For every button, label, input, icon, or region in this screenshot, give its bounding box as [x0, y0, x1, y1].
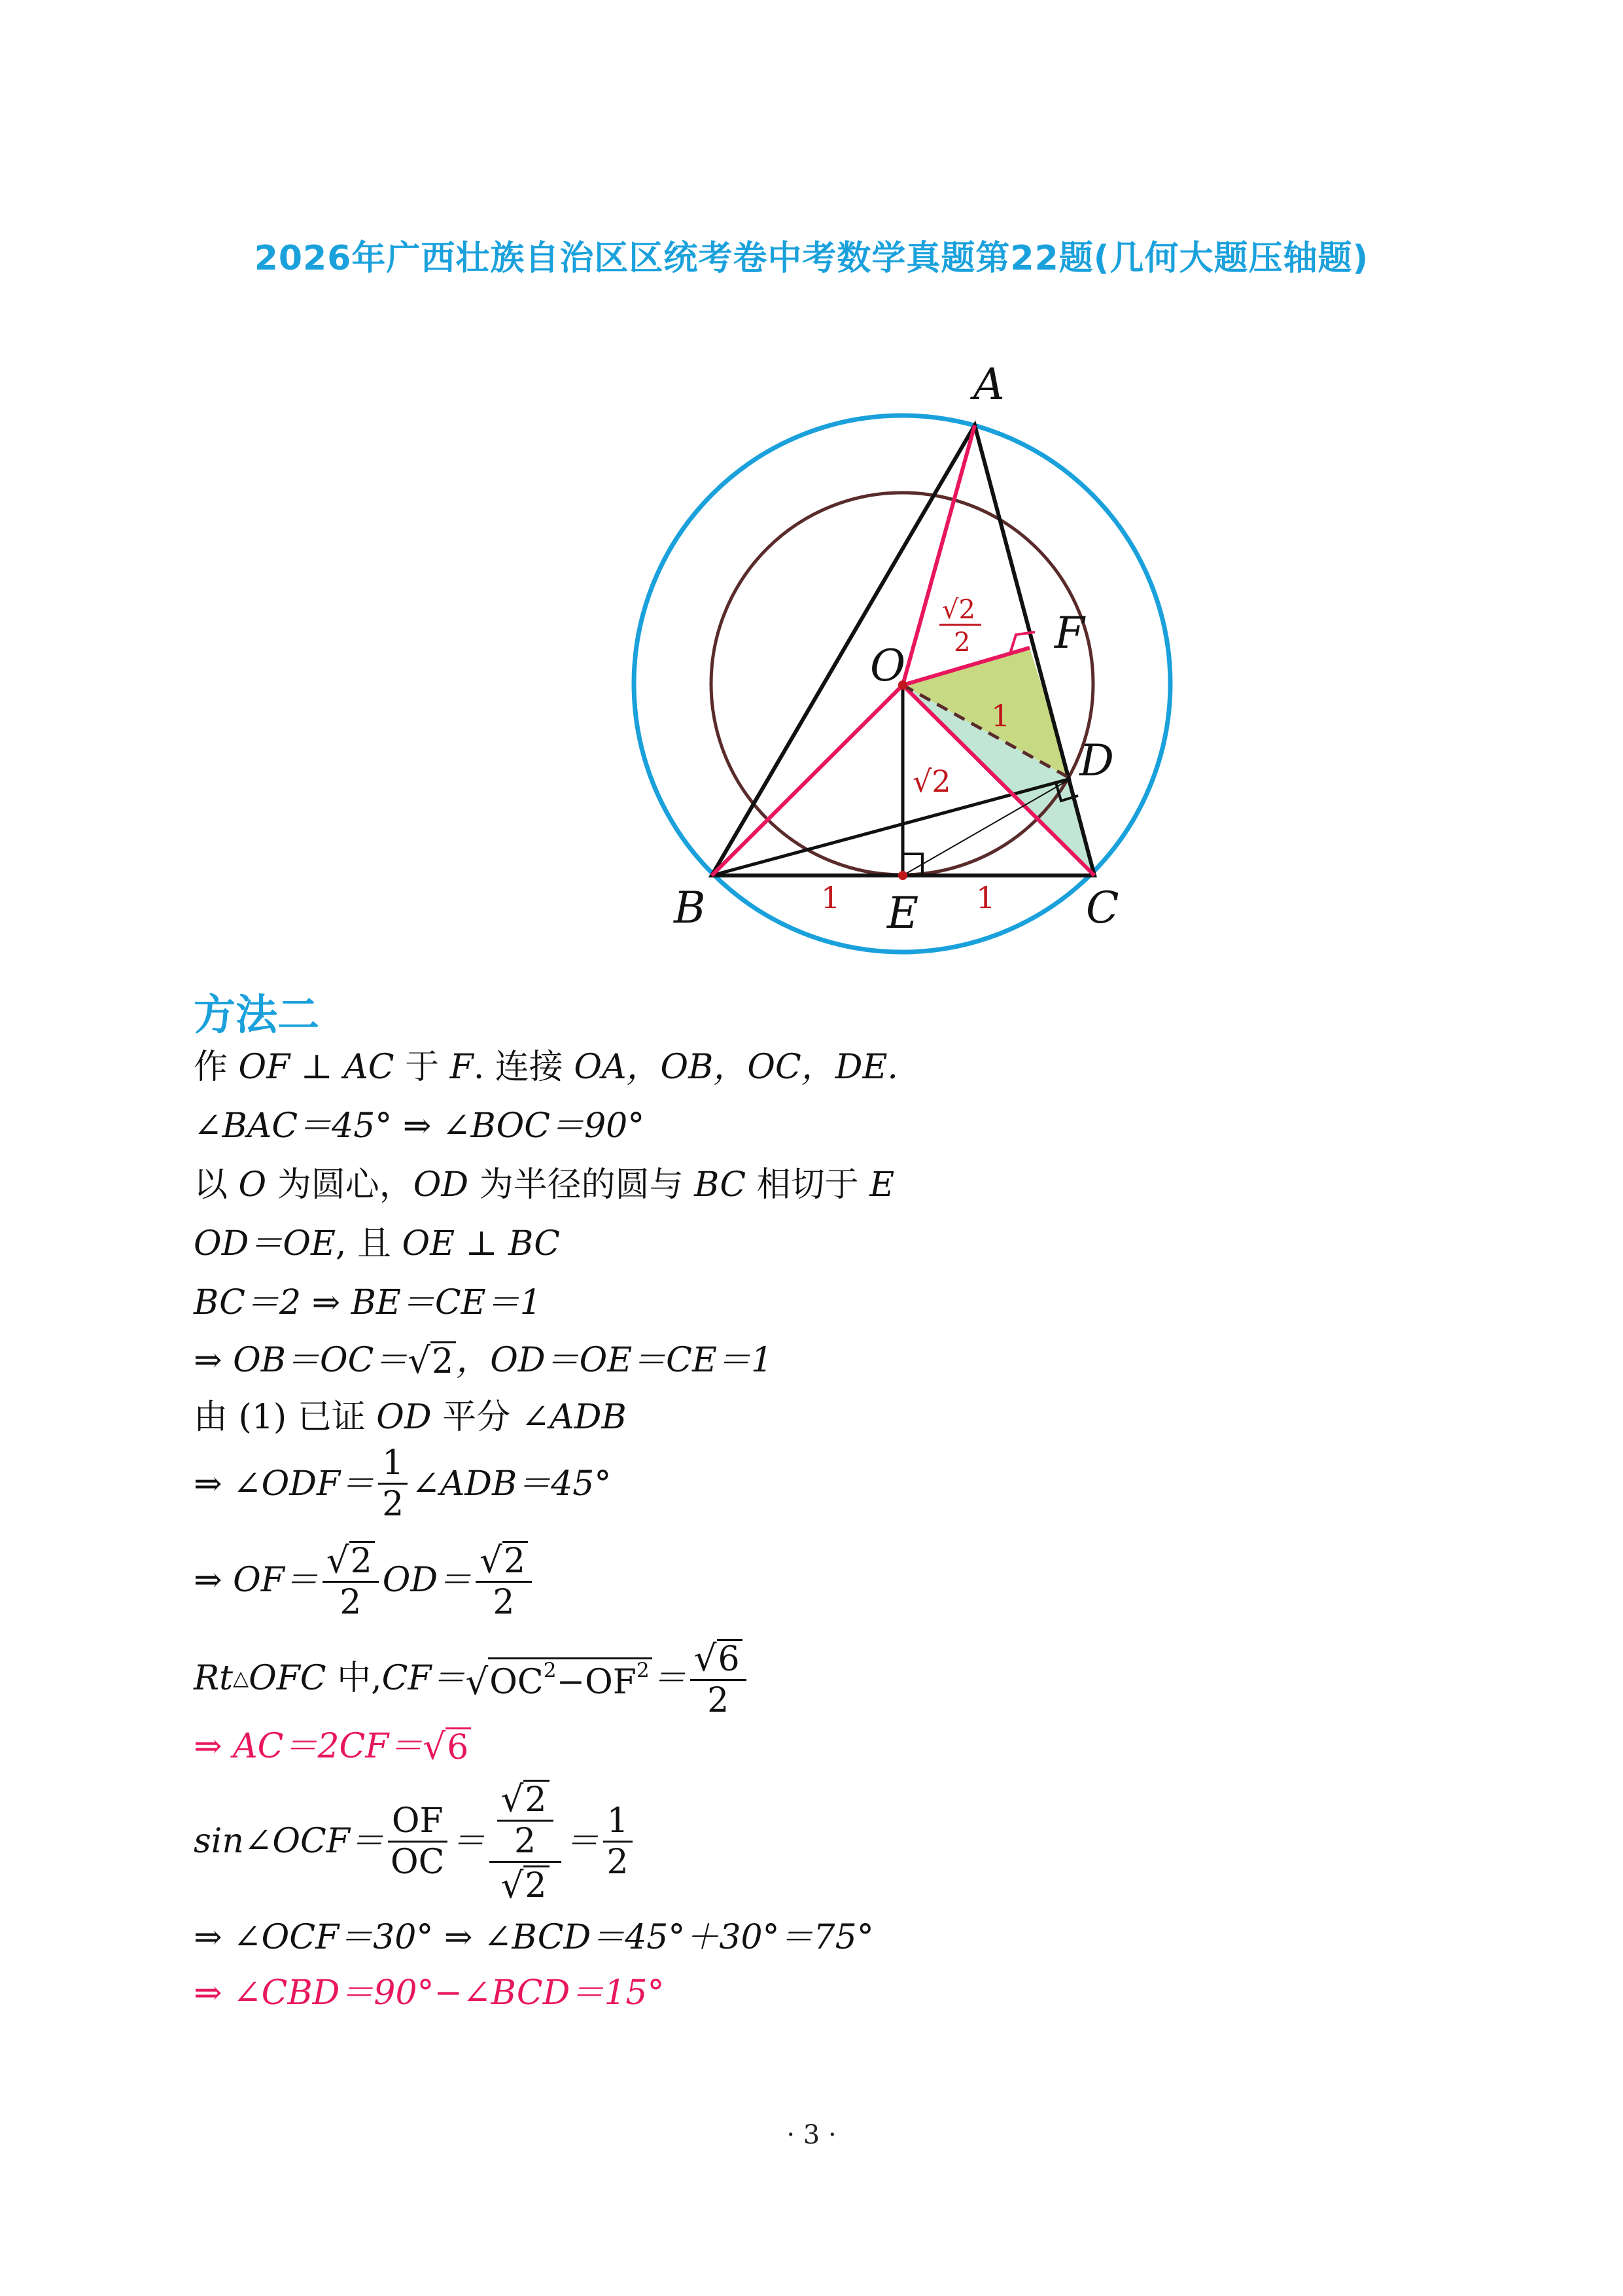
math: ⇒ OB＝OC＝ — [194, 1340, 408, 1380]
math: OF ⊥ AC — [238, 1048, 394, 1087]
solution-line-7 — [194, 1398, 627, 1437]
label-of-den: 2 — [954, 627, 971, 658]
label-e: E — [887, 888, 919, 938]
geometry-figure — [0, 0, 1623, 995]
math: ＝ — [451, 1822, 485, 1862]
math: ⇒ OF＝ — [194, 1561, 319, 1600]
solution-line-12 — [194, 1778, 637, 1906]
text: 作 — [194, 1048, 228, 1087]
denominator: 2 — [514, 1822, 536, 1862]
math: OD＝ — [382, 1561, 472, 1600]
solution-line-9 — [194, 1539, 536, 1623]
segment-bd — [712, 779, 1071, 875]
math: ∠ADB＝45° — [411, 1464, 612, 1504]
text: 为半径的圆与 — [479, 1165, 684, 1205]
fraction — [378, 1443, 408, 1524]
radicand: 6 — [717, 1639, 742, 1676]
page-number: · 3 · — [786, 2120, 837, 2150]
text: 平分 — [442, 1398, 511, 1437]
solution-line-8 — [194, 1443, 612, 1524]
sqrt: √ 6 — [423, 1727, 471, 1765]
math: CF＝ — [381, 1659, 466, 1699]
fraction — [476, 1539, 532, 1623]
math: OE ⊥ BC — [402, 1224, 561, 1263]
denominator: 2 — [340, 1583, 362, 1623]
numerator: √ 2 — [323, 1541, 379, 1583]
sqrt: √ 2 — [408, 1341, 456, 1379]
label-b: B — [674, 883, 706, 933]
text: 中, — [337, 1659, 382, 1699]
text: 为圆心， — [277, 1165, 413, 1205]
math: −OF — [556, 1663, 637, 1703]
solution-line-11 — [194, 1725, 471, 1768]
radicand: 2 — [523, 1865, 549, 1903]
label-oe: √2 — [913, 764, 951, 799]
radicand: 2 — [349, 1541, 375, 1578]
label-be: 1 — [821, 880, 841, 915]
triangle-symbol: △ — [233, 1666, 249, 1690]
text: , 且 — [335, 1224, 391, 1263]
math: ＝ — [652, 1659, 686, 1699]
math: ⇒ ∠ODF＝ — [194, 1464, 375, 1504]
math: OD — [376, 1398, 432, 1437]
solution-line-14: ⇒ ∠CBD＝90°−∠BCD＝15° — [194, 1973, 665, 2013]
text: 以 — [194, 1165, 228, 1205]
label-d: D — [1079, 735, 1114, 786]
math: OFC — [249, 1659, 326, 1699]
radicand: 2 — [502, 1541, 528, 1578]
numerator: √ 6 — [690, 1639, 746, 1681]
label-ec: 1 — [976, 880, 996, 915]
numerator — [489, 1780, 561, 1863]
math: ＝ — [565, 1822, 599, 1862]
label-c: C — [1086, 883, 1119, 933]
fraction — [603, 1801, 633, 1882]
fraction — [388, 1801, 447, 1882]
superscript: 2 — [636, 1659, 650, 1683]
radicand: 2 — [430, 1341, 456, 1379]
radicand: 2 — [523, 1780, 549, 1817]
math: OD＝OE — [194, 1224, 336, 1263]
fraction — [690, 1637, 746, 1721]
fraction — [323, 1539, 379, 1623]
numerator: √ 2 — [497, 1780, 553, 1822]
math: BC — [694, 1165, 746, 1205]
solution-line-6 — [194, 1339, 773, 1382]
denominator: OC — [391, 1842, 445, 1882]
numerator: 1 — [603, 1804, 633, 1843]
denominator: 2 — [382, 1485, 404, 1524]
radicand: 6 — [445, 1727, 471, 1765]
denominator: 2 — [606, 1842, 629, 1882]
superscript: 2 — [543, 1659, 557, 1683]
numerator: OF — [388, 1804, 447, 1843]
math: ⇒ AC＝2CF＝ — [194, 1726, 423, 1766]
text: 于 — [405, 1048, 440, 1087]
math: ，OD＝OE＝CE＝1 — [456, 1340, 773, 1380]
math: Rt — [194, 1659, 234, 1699]
denominator: 2 — [707, 1681, 729, 1721]
math: OD — [413, 1165, 469, 1205]
point-e — [898, 871, 907, 880]
complex-fraction — [489, 1778, 561, 1906]
solution-line-3 — [194, 1165, 895, 1205]
inner-fraction — [497, 1778, 553, 1862]
numerator: √ 2 — [476, 1541, 532, 1583]
label-a: A — [973, 359, 1005, 410]
text: 由 (1) 已证 — [194, 1398, 366, 1437]
text: . 连接 — [473, 1048, 563, 1087]
math: O — [238, 1165, 267, 1205]
solution-line-2: ∠BAC＝45° ⇒ ∠BOC＝90° — [194, 1106, 645, 1146]
solution-line-5: BC＝2 ⇒ BE＝CE＝1 — [194, 1283, 542, 1322]
sqrt: √ $OC^2-OF^2$ — [466, 1657, 652, 1699]
math: ∠ADB — [521, 1398, 627, 1437]
label-od: 1 — [991, 698, 1011, 733]
numerator: 1 — [378, 1446, 408, 1485]
math: OA，OB，OC，DE. — [574, 1048, 898, 1087]
math: OC — [489, 1663, 544, 1703]
solution-line-1 — [194, 1048, 898, 1087]
method-heading: 方法二 — [194, 991, 319, 1040]
label-o: O — [870, 641, 906, 691]
solution-line-10 — [194, 1637, 750, 1721]
denominator: 2 — [493, 1583, 515, 1623]
solution-line-4 — [194, 1224, 561, 1263]
math: E — [869, 1165, 895, 1205]
denominator: √ 2 — [501, 1863, 550, 1903]
text: 相切于 — [756, 1165, 859, 1205]
math: sin∠OCF＝ — [194, 1822, 384, 1862]
solution-line-13: ⇒ ∠OCF＝30° ⇒ ∠BCD＝45°＋30°＝75° — [194, 1918, 874, 1957]
label-of-num: √2 — [942, 595, 975, 625]
page-title: 2026年广西壮族自治区区统考卷中考数学真题第22题(几何大题压轴题) — [254, 239, 1369, 278]
label-f: F — [1055, 608, 1085, 658]
math: F — [449, 1048, 474, 1087]
